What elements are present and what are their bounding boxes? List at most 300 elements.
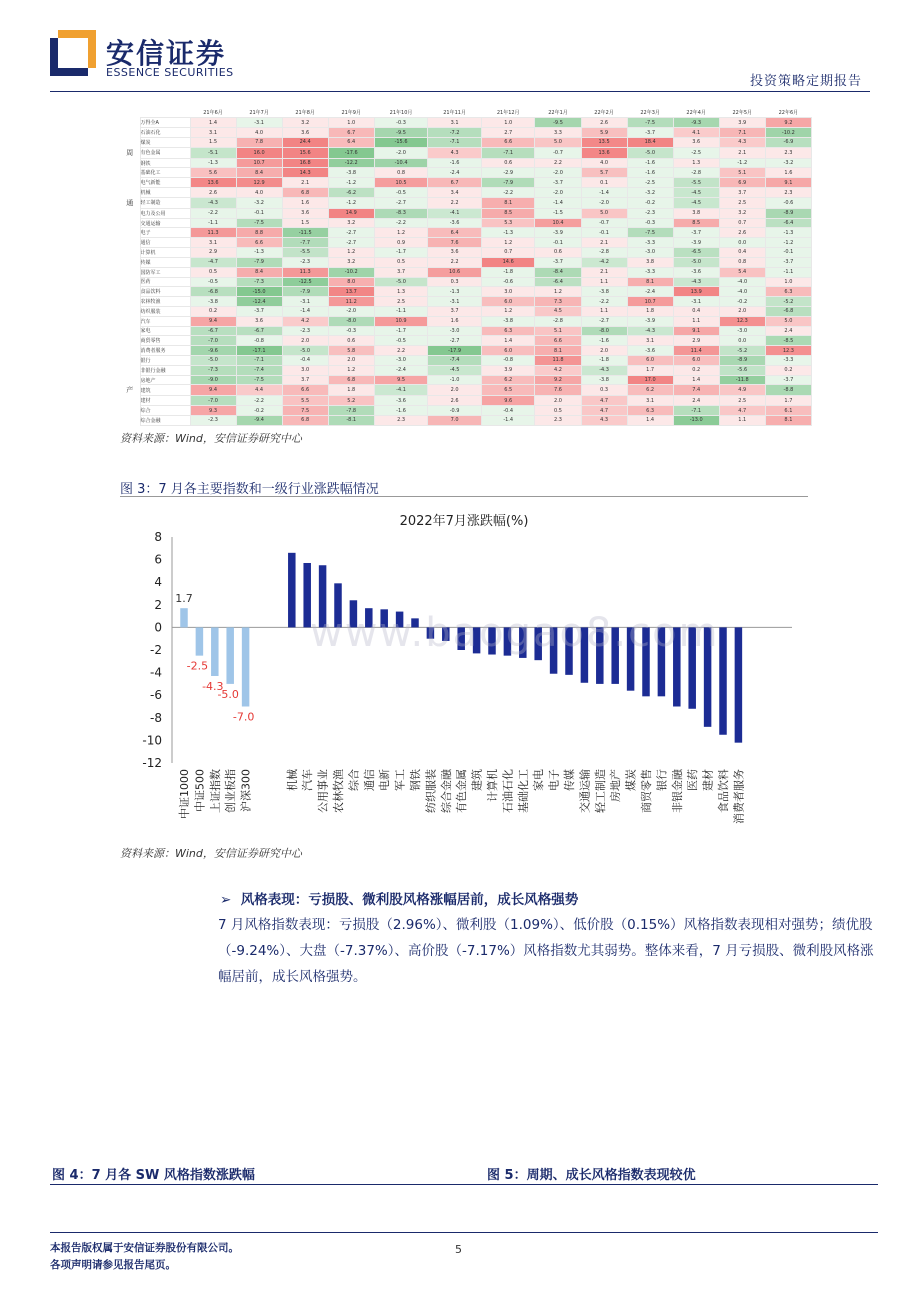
- x-tick-label: 中证1000: [178, 769, 191, 819]
- heatmap-cell: -2.3: [190, 415, 236, 425]
- heatmap-cell: -1.4: [535, 197, 581, 208]
- group-label: [120, 208, 140, 218]
- heatmap-cell: -1.2: [719, 158, 765, 168]
- heatmap-cell: -2.4: [428, 168, 482, 178]
- x-tick-label: 通信: [362, 769, 376, 791]
- heatmap-cell: 3.0: [481, 287, 535, 297]
- heatmap-cell: -9.4: [236, 415, 282, 425]
- heatmap-row: [120, 228, 812, 238]
- heatmap-row: [120, 128, 812, 138]
- month-header: 21年12月: [496, 110, 520, 117]
- heatmap-cell: -7.5: [236, 375, 282, 385]
- heatmap-row: [120, 356, 812, 366]
- group-label: [120, 406, 140, 416]
- heatmap-cell: -3.6: [428, 218, 482, 228]
- heatmap-cell: 4.4: [236, 385, 282, 396]
- heatmap-cell: 8.5: [673, 218, 719, 228]
- logo-icon: [50, 30, 96, 76]
- heatmap-cell: 11.3: [282, 267, 328, 277]
- heatmap-cell: -1.6: [627, 168, 673, 178]
- heatmap-cell: -1.0: [428, 375, 482, 385]
- heatmap-cell: -3.3: [627, 267, 673, 277]
- heatmap-cell: -0.9: [428, 406, 482, 416]
- heatmap-cell: -4.1: [428, 208, 482, 218]
- heatmap-cell: -5.0: [374, 277, 428, 287]
- row-label: 医药: [140, 277, 190, 287]
- heatmap-cell: -3.0: [719, 326, 765, 336]
- heatmap-cell: -8.9: [719, 356, 765, 366]
- x-tick-label: 纺织服装: [424, 769, 438, 813]
- group-label: [120, 287, 140, 297]
- heatmap-row: [120, 218, 812, 228]
- heatmap-cell: 13.6: [190, 178, 236, 188]
- heatmap-cell: -15.0: [236, 287, 282, 297]
- heatmap-cell: -4.5: [673, 197, 719, 208]
- heatmap-cell: -2.7: [428, 336, 482, 346]
- heatmap-row: [120, 147, 812, 158]
- group-label: [120, 365, 140, 375]
- heatmap-row: [120, 396, 812, 406]
- heatmap-cell: -2.3: [282, 326, 328, 336]
- heatmap-cell: -7.1: [236, 356, 282, 366]
- x-tick-label: 综合: [347, 769, 361, 791]
- row-label: 电气新能: [140, 178, 190, 188]
- row-label: 有色金属: [140, 147, 190, 158]
- heatmap-cell: -2.4: [627, 287, 673, 297]
- row-label: 石油石化: [140, 128, 190, 138]
- heatmap-cell: -1.4: [282, 306, 328, 316]
- heatmap-cell: -8.0: [328, 316, 374, 326]
- heatmap-cell: 1.1: [581, 277, 627, 287]
- heatmap-cell: 1.4: [627, 415, 673, 425]
- heatmap-cell: 12.9: [236, 178, 282, 188]
- heatmap-cell: 0.9: [374, 238, 428, 248]
- heatmap-cell: 4.3: [719, 137, 765, 147]
- row-label: 综合金融: [140, 415, 190, 425]
- heatmap-row: [120, 197, 812, 208]
- figure-4-title: 图 4：7 月各 SW 风格指数涨跌幅: [52, 1168, 255, 1183]
- y-tick-label: -4: [150, 665, 162, 680]
- heatmap-cell: -9.5: [374, 128, 428, 138]
- heatmap-cell: -4.0: [719, 287, 765, 297]
- heatmap-cell: -2.0: [328, 306, 374, 316]
- heatmap-cell: 8.1: [535, 346, 581, 356]
- heatmap-cell: 3.0: [282, 365, 328, 375]
- heatmap-cell: -7.2: [428, 128, 482, 138]
- heatmap-cell: 4.7: [719, 406, 765, 416]
- heatmap-row: [120, 118, 812, 128]
- heatmap-cell: -0.2: [236, 406, 282, 416]
- heatmap-cell: -1.3: [190, 158, 236, 168]
- footer-rule: [50, 1232, 878, 1233]
- heatmap-cell: 3.2: [328, 218, 374, 228]
- heatmap-cell: 3.7: [428, 306, 482, 316]
- bar: [735, 627, 743, 742]
- row-label: 食品饮料: [140, 287, 190, 297]
- x-tick-label: 轻工制造: [593, 769, 607, 813]
- heatmap-cell: -6.7: [236, 326, 282, 336]
- heatmap-cell: 6.0: [673, 356, 719, 366]
- row-label: 农林牧渔: [140, 297, 190, 307]
- heatmap-cell: 8.5: [481, 208, 535, 218]
- heatmap-cell: 1.0: [765, 277, 811, 287]
- heatmap-cell: 7.0: [428, 415, 482, 425]
- heatmap-cell: -7.9: [282, 287, 328, 297]
- heatmap-cell: -0.1: [765, 248, 811, 258]
- heatmap-cell: -4.3: [581, 365, 627, 375]
- heatmap-cell: 9.2: [535, 375, 581, 385]
- group-label: 周: [126, 148, 134, 157]
- heatmap-cell: 16.8: [282, 158, 328, 168]
- heatmap-cell: -6.8: [190, 287, 236, 297]
- heatmap-cell: 2.0: [719, 306, 765, 316]
- heatmap-cell: -1.1: [374, 306, 428, 316]
- row-label: 商贸零售: [140, 336, 190, 346]
- row-label: 煤炭: [140, 137, 190, 147]
- heatmap-cell: 2.0: [535, 396, 581, 406]
- heatmap-cell: 3.1: [627, 336, 673, 346]
- heatmap-cell: 13.9: [673, 287, 719, 297]
- heatmap-cell: 1.6: [282, 197, 328, 208]
- group-label: [120, 375, 140, 385]
- heatmap-cell: 7.6: [535, 385, 581, 396]
- heatmap-cell: 8.0: [328, 277, 374, 287]
- heatmap-cell: 2.4: [673, 396, 719, 406]
- heatmap-cell: -9.5: [535, 118, 581, 128]
- heatmap-cell: 4.2: [535, 365, 581, 375]
- heatmap-cell: -6.5: [673, 248, 719, 258]
- heatmap-cell: 0.2: [765, 365, 811, 375]
- heatmap-cell: -9.3: [673, 118, 719, 128]
- heatmap-cell: 0.5: [535, 406, 581, 416]
- heatmap-cell: -1.8: [581, 356, 627, 366]
- heatmap-cell: 4.0: [236, 128, 282, 138]
- heatmap-cell: 3.2: [719, 208, 765, 218]
- heatmap-cell: -5.2: [719, 346, 765, 356]
- x-tick-label: 家电: [532, 769, 546, 791]
- heatmap-cell: 17.0: [627, 375, 673, 385]
- group-label: 产: [126, 386, 134, 395]
- heatmap-cell: 9.3: [190, 406, 236, 416]
- x-tick-label: 房地产: [609, 769, 623, 802]
- heatmap-cell: 6.7: [428, 178, 482, 188]
- heatmap-cell: 1.4: [190, 118, 236, 128]
- heatmap-cell: -0.4: [282, 356, 328, 366]
- heatmap-cell: -0.6: [765, 197, 811, 208]
- heatmap-cell: 1.7: [765, 396, 811, 406]
- heatmap-cell: -7.3: [236, 277, 282, 287]
- x-tick-label: 机械: [285, 769, 299, 791]
- heatmap-cell: -0.8: [236, 336, 282, 346]
- row-label: 交通运输: [140, 218, 190, 228]
- heatmap-cell: -1.3: [481, 228, 535, 238]
- heatmap-cell: -10.4: [374, 158, 428, 168]
- group-label: [120, 356, 140, 366]
- row-label: 纺织服装: [140, 306, 190, 316]
- heatmap-cell: 2.5: [719, 396, 765, 406]
- heatmap-row: [120, 257, 812, 267]
- heatmap-cell: -7.5: [627, 118, 673, 128]
- heatmap-cell: 1.2: [374, 228, 428, 238]
- heatmap-row: [120, 248, 812, 258]
- heatmap-cell: 2.1: [719, 147, 765, 158]
- bar: [196, 627, 204, 655]
- group-label: [120, 218, 140, 228]
- heatmap-cell: 2.1: [581, 238, 627, 248]
- heatmap-cell: -4.3: [190, 197, 236, 208]
- heatmap-cell: 6.5: [481, 385, 535, 396]
- heatmap-cell: 1.5: [282, 218, 328, 228]
- y-tick-label: -12: [142, 756, 162, 770]
- heatmap-cell: 4.0: [581, 158, 627, 168]
- heatmap-cell: 5.9: [581, 128, 627, 138]
- heatmap-row: [120, 178, 812, 188]
- heatmap-cell: 4.2: [282, 316, 328, 326]
- heatmap-cell: 13.6: [581, 147, 627, 158]
- heatmap-cell: 16.0: [236, 147, 282, 158]
- heatmap-cell: -1.1: [190, 218, 236, 228]
- group-label: [120, 238, 140, 248]
- data-label: -7.0: [232, 710, 255, 724]
- heatmap-cell: 1.2: [328, 365, 374, 375]
- month-header: 21年11月: [443, 110, 466, 117]
- bar-chart: [120, 505, 808, 840]
- heatmap-cell: -5.6: [719, 365, 765, 375]
- row-label: 机械: [140, 188, 190, 198]
- heatmap-cell: 6.7: [328, 128, 374, 138]
- x-tick-label: 石油石化: [501, 769, 515, 813]
- heatmap-cell: 6.6: [282, 385, 328, 396]
- heatmap-cell: 2.9: [190, 248, 236, 258]
- heatmap-cell: -0.3: [374, 118, 428, 128]
- heatmap-cell: 0.2: [673, 365, 719, 375]
- heatmap-cell: 0.0: [719, 238, 765, 248]
- heatmap-row: [120, 188, 812, 198]
- heatmap-cell: 5.1: [719, 168, 765, 178]
- heatmap-cell: -12.4: [236, 297, 282, 307]
- heatmap-cell: 5.0: [535, 137, 581, 147]
- heatmap-cell: 8.1: [481, 197, 535, 208]
- heatmap-cell: 3.6: [673, 137, 719, 147]
- heatmap-cell: 6.3: [627, 406, 673, 416]
- heatmap-cell: 0.4: [719, 248, 765, 258]
- heatmap-cell: 4.9: [719, 385, 765, 396]
- heatmap-cell: -7.3: [190, 365, 236, 375]
- heatmap-cell: -8.5: [765, 336, 811, 346]
- heatmap-cell: 24.4: [282, 137, 328, 147]
- x-tick-label: 食品饮料: [717, 769, 730, 813]
- heatmap-cell: 2.0: [581, 346, 627, 356]
- heatmap-cell: 12.3: [765, 346, 811, 356]
- heatmap-cell: -10.2: [328, 267, 374, 277]
- heatmap-cell: 0.5: [374, 257, 428, 267]
- heatmap-cell: -2.2: [236, 396, 282, 406]
- group-label: [120, 316, 140, 326]
- heatmap-cell: 0.3: [428, 277, 482, 287]
- heatmap-cell: 4.5: [535, 306, 581, 316]
- group-label: [120, 128, 140, 138]
- heatmap-cell: 4.3: [581, 415, 627, 425]
- heatmap-cell: 6.6: [535, 336, 581, 346]
- heatmap-cell: -7.5: [236, 218, 282, 228]
- x-tick-label: 交通运输: [578, 769, 592, 813]
- footer-disclaimer: [50, 1240, 239, 1274]
- heatmap-cell: -6.4: [765, 218, 811, 228]
- heatmap-cell: -5.0: [627, 147, 673, 158]
- heatmap-cell: -1.1: [765, 267, 811, 277]
- x-tick-label: 综合金融: [439, 769, 453, 813]
- heatmap-cell: -6.4: [535, 277, 581, 287]
- heatmap-cell: -17.9: [428, 346, 482, 356]
- heatmap-cell: -7.1: [673, 406, 719, 416]
- row-label: 家电: [140, 326, 190, 336]
- heatmap-row: [120, 277, 812, 287]
- heatmap-cell: 6.0: [481, 346, 535, 356]
- heatmap-cell: -0.3: [627, 218, 673, 228]
- heatmap-table: [120, 108, 812, 426]
- heatmap-cell: 1.6: [428, 316, 482, 326]
- heatmap-cell: 3.1: [190, 238, 236, 248]
- heatmap-cell: -3.0: [627, 248, 673, 258]
- heatmap-cell: 3.6: [282, 128, 328, 138]
- heatmap-cell: -0.7: [581, 218, 627, 228]
- heatmap-cell: -1.6: [627, 158, 673, 168]
- heatmap-cell: 9.1: [765, 178, 811, 188]
- heatmap-cell: 1.4: [673, 375, 719, 385]
- heatmap-cell: 0.8: [719, 257, 765, 267]
- heatmap-row: [120, 385, 812, 396]
- figure-5-title: 图 5：周期、成长风格指数表现较优: [487, 1168, 696, 1183]
- heatmap-cell: 2.0: [282, 336, 328, 346]
- heatmap-cell: 2.2: [535, 158, 581, 168]
- heatmap-cell: 7.4: [673, 385, 719, 396]
- heatmap-cell: -11.8: [719, 375, 765, 385]
- heatmap-cell: 2.6: [190, 188, 236, 198]
- heatmap-cell: -0.1: [236, 208, 282, 218]
- heatmap-cell: -3.7: [765, 257, 811, 267]
- heatmap-cell: 2.2: [374, 346, 428, 356]
- data-label: 1.7: [175, 592, 193, 606]
- heatmap-cell: 1.1: [719, 415, 765, 425]
- row-label: 建材: [140, 396, 190, 406]
- heatmap-cell: 3.8: [627, 257, 673, 267]
- heatmap-cell: -0.4: [481, 406, 535, 416]
- heatmap-cell: -8.0: [581, 326, 627, 336]
- heatmap-cell: 2.3: [765, 147, 811, 158]
- heatmap-cell: 6.0: [627, 356, 673, 366]
- heatmap-cell: 6.9: [719, 178, 765, 188]
- corner-cell: [120, 108, 140, 118]
- heatmap-cell: 18.4: [627, 137, 673, 147]
- x-tick-label: 计算机: [486, 769, 499, 802]
- heatmap-cell: 10.7: [236, 158, 282, 168]
- x-tick-label: 基础化工: [516, 769, 530, 813]
- heatmap-cell: 4.3: [428, 147, 482, 158]
- heatmap-cell: 3.9: [481, 365, 535, 375]
- arrow-icon: ➢: [220, 892, 241, 908]
- heatmap-cell: -3.6: [627, 346, 673, 356]
- heatmap-cell: 1.1: [581, 306, 627, 316]
- heatmap-cell: 0.6: [535, 248, 581, 258]
- heatmap-cell: 6.3: [765, 287, 811, 297]
- heatmap-cell: -1.2: [765, 238, 811, 248]
- heatmap-cell: 12.3: [719, 316, 765, 326]
- heatmap-cell: 6.8: [328, 375, 374, 385]
- heatmap-cell: -0.5: [374, 188, 428, 198]
- heatmap-cell: -8.9: [765, 208, 811, 218]
- month-header: 22年3月: [640, 110, 660, 117]
- heatmap-cell: 7.1: [719, 128, 765, 138]
- heatmap-cell: -1.6: [428, 158, 482, 168]
- heatmap-cell: -8.3: [374, 208, 428, 218]
- heatmap-cell: -3.9: [673, 238, 719, 248]
- heatmap-cell: 1.1: [673, 316, 719, 326]
- heatmap-cell: -6.2: [328, 188, 374, 198]
- heatmap-cell: -2.2: [190, 208, 236, 218]
- heatmap-cell: -2.3: [282, 257, 328, 267]
- heatmap-cell: -3.3: [765, 356, 811, 366]
- heatmap-cell: 6.6: [236, 238, 282, 248]
- heatmap-cell: -11.5: [282, 228, 328, 238]
- heatmap-cell: -1.2: [328, 197, 374, 208]
- heatmap-cell: 1.3: [673, 158, 719, 168]
- heatmap-cell: -2.7: [328, 228, 374, 238]
- heatmap-cell: 9.2: [765, 118, 811, 128]
- month-header: 21年8月: [295, 110, 315, 117]
- heatmap-cell: -5.2: [765, 297, 811, 307]
- heatmap-cell: -7.4: [428, 356, 482, 366]
- heatmap-cell: 6.1: [765, 406, 811, 416]
- x-tick-label: 汽车: [301, 769, 315, 791]
- heatmap-cell: -0.1: [535, 238, 581, 248]
- heatmap-cell: -0.5: [190, 277, 236, 287]
- heatmap-cell: 5.4: [719, 267, 765, 277]
- heatmap-cell: -0.3: [328, 326, 374, 336]
- heatmap-cell: 0.7: [481, 248, 535, 258]
- figure-3-title: 图 3：7 月各主要指数和一级行业涨跌幅情况: [120, 482, 379, 497]
- heatmap-cell: 7.5: [282, 406, 328, 416]
- heatmap-cell: -3.3: [627, 238, 673, 248]
- row-label: 国防军工: [140, 267, 190, 277]
- heatmap-cell: 3.7: [719, 188, 765, 198]
- x-tick-label: 上证指数: [208, 769, 222, 813]
- row-label: 房地产: [140, 375, 190, 385]
- heatmap-cell: 4.7: [581, 396, 627, 406]
- heatmap-row: [120, 346, 812, 356]
- heatmap-cell: -7.7: [282, 238, 328, 248]
- heatmap-cell: 3.7: [282, 375, 328, 385]
- heatmap-cell: 6.6: [481, 137, 535, 147]
- y-tick-label: 2: [154, 597, 162, 612]
- heatmap-row: [120, 287, 812, 297]
- group-label: [120, 188, 140, 198]
- heatmap-cell: 5.8: [328, 346, 374, 356]
- heatmap-cell: -2.0: [374, 147, 428, 158]
- heatmap-cell: 5.0: [581, 208, 627, 218]
- heatmap-cell: -4.0: [719, 277, 765, 287]
- heatmap-cell: -0.8: [481, 356, 535, 366]
- x-tick-label: 消费者服务: [732, 769, 746, 824]
- bar: [211, 627, 219, 676]
- heatmap-cell: -2.0: [581, 197, 627, 208]
- heatmap-cell: 2.5: [374, 297, 428, 307]
- heatmap-cell: -2.9: [481, 168, 535, 178]
- heatmap-cell: 4.1: [673, 128, 719, 138]
- heatmap-row: [120, 168, 812, 178]
- y-tick-label: -6: [150, 688, 162, 703]
- heatmap-cell: 1.6: [765, 168, 811, 178]
- x-tick-label: 公用事业: [316, 769, 330, 813]
